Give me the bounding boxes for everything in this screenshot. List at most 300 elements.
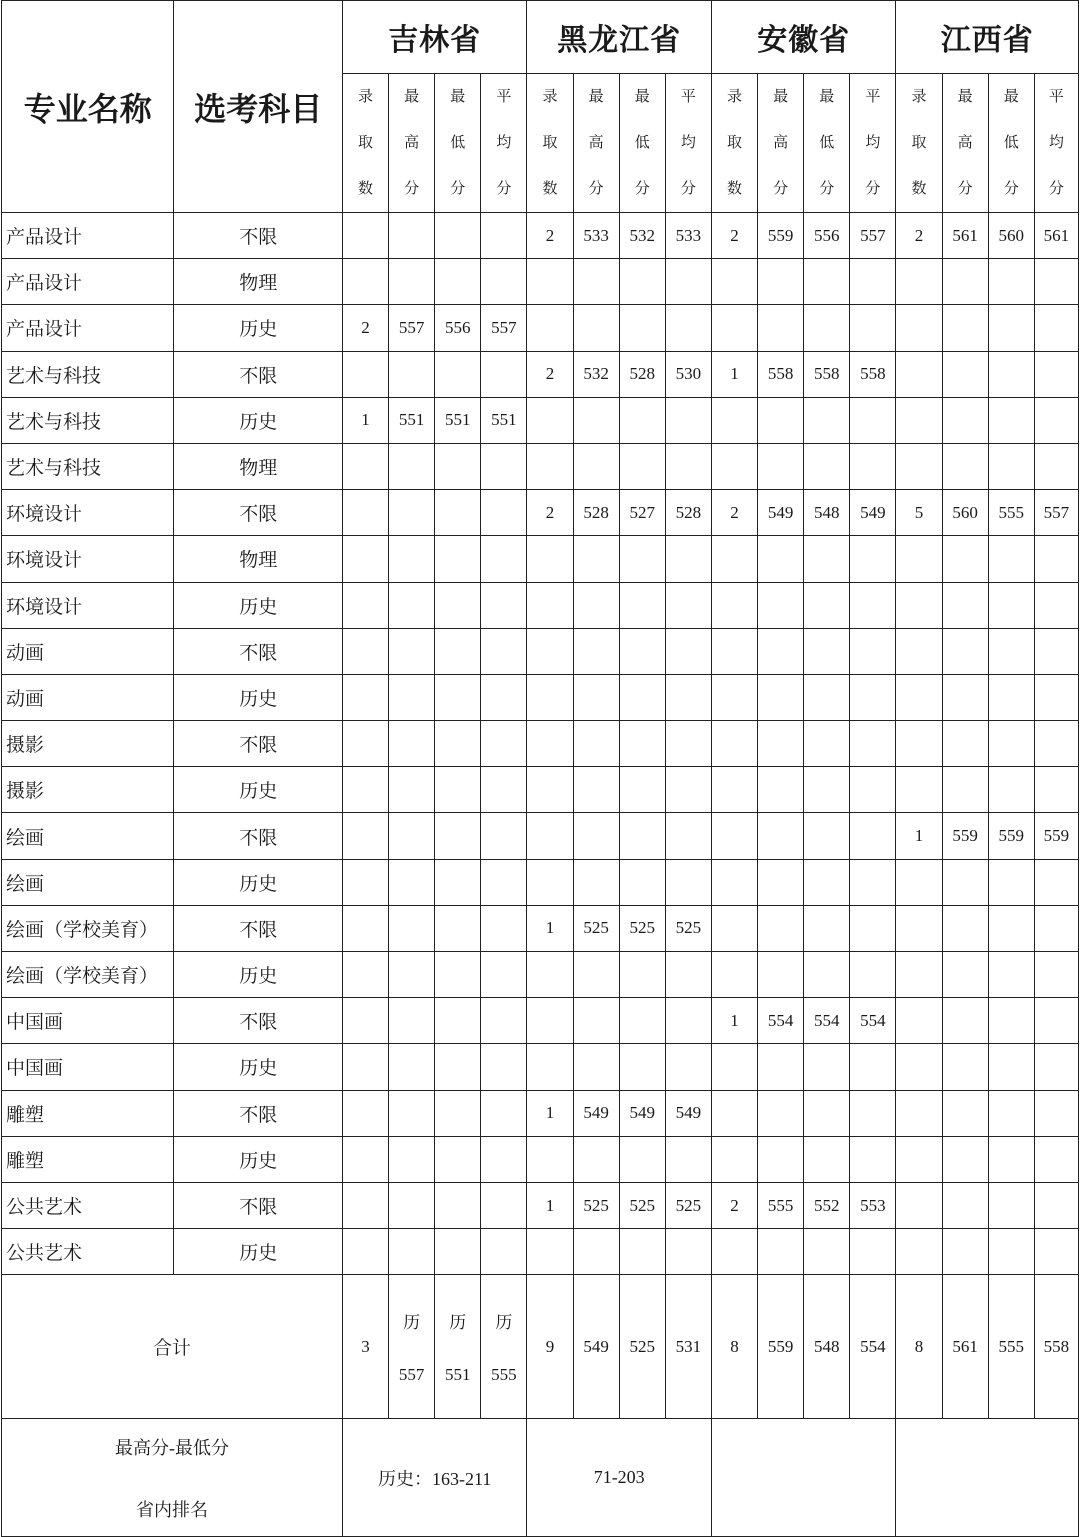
score-cell xyxy=(1034,1136,1078,1182)
score-cell xyxy=(619,859,665,905)
score-cell: 1 xyxy=(711,351,757,397)
score-cell xyxy=(527,628,573,674)
stat-column-header xyxy=(988,74,1034,213)
subject-cell: 历史 xyxy=(174,582,342,628)
stat-header-char: 分 xyxy=(865,181,881,197)
total-jilin-min-prefix: 历 xyxy=(449,1313,467,1333)
score-cell xyxy=(342,674,388,720)
score-cell: 525 xyxy=(665,905,711,951)
major-cell: 艺术与科技 xyxy=(2,443,174,489)
score-cell xyxy=(573,582,619,628)
score-cell xyxy=(711,952,757,998)
table-row xyxy=(2,305,1079,351)
score-cell xyxy=(850,443,896,489)
stat-header-char: 均 xyxy=(496,135,512,151)
score-cell xyxy=(804,721,850,767)
score-cell xyxy=(988,905,1034,951)
table-row xyxy=(2,213,1079,259)
score-cell xyxy=(342,1044,388,1090)
score-cell xyxy=(665,1229,711,1275)
score-cell xyxy=(481,259,527,305)
score-cell xyxy=(896,952,942,998)
score-cell xyxy=(758,905,804,951)
score-cell xyxy=(988,305,1034,351)
score-cell xyxy=(342,1182,388,1228)
score-cell xyxy=(619,397,665,443)
score-cell xyxy=(988,628,1034,674)
score-cell xyxy=(804,905,850,951)
score-cell xyxy=(527,1229,573,1275)
score-cell xyxy=(896,998,942,1044)
score-cell: 2 xyxy=(527,490,573,536)
score-cell xyxy=(850,813,896,859)
stat-header-char: 数 xyxy=(542,181,558,197)
score-cell xyxy=(850,1136,896,1182)
score-cell xyxy=(711,674,757,720)
score-cell xyxy=(435,767,481,813)
score-cell: 549 xyxy=(758,490,804,536)
score-cell xyxy=(481,813,527,859)
score-cell: 525 xyxy=(573,905,619,951)
score-cell xyxy=(896,1229,942,1275)
stat-header-char: 高 xyxy=(404,135,420,151)
score-cell xyxy=(942,1182,988,1228)
score-cell xyxy=(619,952,665,998)
score-cell xyxy=(435,259,481,305)
score-cell xyxy=(1034,443,1078,489)
stat-column-header xyxy=(481,74,527,213)
score-cell xyxy=(758,1044,804,1090)
score-cell xyxy=(758,582,804,628)
score-cell xyxy=(896,721,942,767)
total-cell: 558 xyxy=(1034,1275,1078,1419)
total-cell: 549 xyxy=(573,1275,619,1419)
score-cell: 551 xyxy=(389,397,435,443)
score-cell xyxy=(942,397,988,443)
score-cell: 554 xyxy=(850,998,896,1044)
table-row xyxy=(2,1136,1079,1182)
table-row xyxy=(2,582,1079,628)
score-cell xyxy=(988,721,1034,767)
score-cell xyxy=(758,628,804,674)
score-cell xyxy=(481,998,527,1044)
total-cell: 548 xyxy=(804,1275,850,1419)
score-cell xyxy=(342,351,388,397)
table-row xyxy=(2,813,1079,859)
score-cell xyxy=(896,1182,942,1228)
score-cell xyxy=(619,443,665,489)
score-cell: 2 xyxy=(342,305,388,351)
stat-header-char: 分 xyxy=(404,181,420,197)
stat-column-header xyxy=(942,74,988,213)
total-jilin-avg xyxy=(481,1275,527,1419)
score-cell xyxy=(1034,952,1078,998)
score-cell xyxy=(804,859,850,905)
major-cell: 环境设计 xyxy=(2,490,174,536)
rank-heilongjiang: 71-203 xyxy=(527,1419,712,1537)
subject-cell: 历史 xyxy=(174,767,342,813)
score-cell: 554 xyxy=(804,998,850,1044)
score-cell xyxy=(435,952,481,998)
stat-header-char: 取 xyxy=(726,135,742,151)
subject-cell: 历史 xyxy=(174,1044,342,1090)
score-cell xyxy=(481,490,527,536)
subject-cell: 历史 xyxy=(174,859,342,905)
score-cell xyxy=(619,582,665,628)
major-cell: 产品设计 xyxy=(2,305,174,351)
total-row xyxy=(2,1275,1079,1419)
score-cell xyxy=(942,721,988,767)
score-cell xyxy=(435,351,481,397)
score-cell xyxy=(481,952,527,998)
total-jilin-min-value: 551 xyxy=(445,1365,471,1385)
score-cell xyxy=(942,536,988,582)
score-cell: 5 xyxy=(896,490,942,536)
table-row xyxy=(2,905,1079,951)
stat-header-char: 高 xyxy=(957,135,973,151)
stat-header-char: 低 xyxy=(634,135,650,151)
stat-column-header xyxy=(342,74,388,213)
major-cell: 动画 xyxy=(2,674,174,720)
score-cell xyxy=(942,952,988,998)
total-jilin-max-prefix: 历 xyxy=(403,1313,421,1333)
score-cell xyxy=(988,443,1034,489)
score-cell xyxy=(896,859,942,905)
score-cell xyxy=(342,443,388,489)
rank-label-line2: 省内排名 xyxy=(135,1499,208,1520)
table-row xyxy=(2,859,1079,905)
score-cell xyxy=(758,674,804,720)
score-cell xyxy=(573,443,619,489)
major-cell: 环境设计 xyxy=(2,536,174,582)
score-cell xyxy=(527,998,573,1044)
score-cell xyxy=(389,952,435,998)
score-cell xyxy=(619,305,665,351)
score-cell: 557 xyxy=(850,213,896,259)
score-cell xyxy=(527,813,573,859)
province-header-heilongjiang: 黑龙江省 xyxy=(527,1,712,74)
score-cell xyxy=(573,1229,619,1275)
score-cell xyxy=(435,443,481,489)
score-cell: 561 xyxy=(1034,213,1078,259)
score-cell xyxy=(1034,536,1078,582)
table-row xyxy=(2,1182,1079,1228)
subject-cell: 不限 xyxy=(174,998,342,1044)
score-cell xyxy=(665,721,711,767)
score-cell xyxy=(342,813,388,859)
score-cell xyxy=(1034,998,1078,1044)
score-cell xyxy=(942,859,988,905)
score-cell xyxy=(342,721,388,767)
major-cell: 公共艺术 xyxy=(2,1182,174,1228)
score-cell: 548 xyxy=(804,490,850,536)
score-cell xyxy=(665,813,711,859)
score-cell xyxy=(573,536,619,582)
stat-header-char: 平 xyxy=(496,89,512,105)
score-cell: 2 xyxy=(527,213,573,259)
score-cell xyxy=(573,952,619,998)
score-cell xyxy=(804,536,850,582)
score-cell xyxy=(758,443,804,489)
subject-cell: 历史 xyxy=(174,674,342,720)
score-cell xyxy=(435,1229,481,1275)
score-cell xyxy=(665,259,711,305)
score-cell xyxy=(389,628,435,674)
major-cell: 产品设计 xyxy=(2,259,174,305)
subject-cell: 不限 xyxy=(174,351,342,397)
score-cell xyxy=(988,582,1034,628)
score-cell xyxy=(850,582,896,628)
major-cell: 摄影 xyxy=(2,767,174,813)
score-cell xyxy=(619,259,665,305)
total-jilin-max xyxy=(389,1275,435,1419)
score-cell xyxy=(665,443,711,489)
rank-label-line1: 最高分-最低分 xyxy=(114,1437,229,1458)
score-cell xyxy=(758,1229,804,1275)
score-cell xyxy=(711,905,757,951)
subject-cell: 不限 xyxy=(174,721,342,767)
score-cell xyxy=(665,628,711,674)
subject-cell: 不限 xyxy=(174,1182,342,1228)
score-cell: 558 xyxy=(850,351,896,397)
total-cell: 555 xyxy=(988,1275,1034,1419)
score-cell xyxy=(573,628,619,674)
score-cell: 555 xyxy=(988,490,1034,536)
score-cell: 561 xyxy=(942,213,988,259)
score-cell xyxy=(942,628,988,674)
score-cell xyxy=(342,490,388,536)
score-cell xyxy=(804,582,850,628)
score-cell: 525 xyxy=(665,1182,711,1228)
score-cell xyxy=(435,213,481,259)
score-cell xyxy=(804,1090,850,1136)
score-cell xyxy=(527,536,573,582)
major-cell: 公共艺术 xyxy=(2,1229,174,1275)
score-cell xyxy=(988,351,1034,397)
major-cell: 雕塑 xyxy=(2,1090,174,1136)
stat-header-char: 最 xyxy=(634,89,650,105)
score-cell xyxy=(1034,582,1078,628)
stat-header-char: 分 xyxy=(680,181,696,197)
score-cell xyxy=(342,952,388,998)
score-cell xyxy=(896,582,942,628)
score-cell xyxy=(481,628,527,674)
stat-header-char: 低 xyxy=(450,135,466,151)
score-cell xyxy=(804,1136,850,1182)
score-cell xyxy=(988,1044,1034,1090)
total-jilin-avg-value: 555 xyxy=(491,1365,517,1385)
score-cell xyxy=(758,721,804,767)
score-cell xyxy=(850,767,896,813)
score-cell xyxy=(758,305,804,351)
score-cell xyxy=(758,767,804,813)
stat-header-char: 最 xyxy=(773,89,789,105)
total-label: 合计 xyxy=(2,1275,343,1419)
score-cell xyxy=(389,443,435,489)
table-row xyxy=(2,490,1079,536)
score-cell xyxy=(389,1044,435,1090)
table-row xyxy=(2,767,1079,813)
table-row xyxy=(2,259,1079,305)
stat-column-header xyxy=(804,74,850,213)
score-cell xyxy=(988,1136,1034,1182)
score-cell xyxy=(435,1044,481,1090)
score-cell xyxy=(1034,674,1078,720)
score-cell xyxy=(896,536,942,582)
score-cell xyxy=(711,397,757,443)
score-cell xyxy=(850,536,896,582)
stat-header-char: 低 xyxy=(1003,135,1019,151)
score-cell xyxy=(711,305,757,351)
score-cell xyxy=(665,1044,711,1090)
score-cell: 551 xyxy=(435,397,481,443)
score-cell xyxy=(481,351,527,397)
stat-header-char: 最 xyxy=(450,89,466,105)
stat-header-char: 数 xyxy=(357,181,373,197)
score-cell xyxy=(389,767,435,813)
score-cell xyxy=(389,674,435,720)
score-cell xyxy=(896,1090,942,1136)
rank-row xyxy=(2,1419,1079,1537)
score-cell xyxy=(896,443,942,489)
score-cell xyxy=(619,721,665,767)
score-cell xyxy=(1034,351,1078,397)
score-cell xyxy=(1034,721,1078,767)
score-cell xyxy=(850,674,896,720)
stat-header-char: 分 xyxy=(773,181,789,197)
major-cell: 绘画 xyxy=(2,813,174,859)
total-cell: 554 xyxy=(850,1275,896,1419)
score-cell xyxy=(389,582,435,628)
score-cell xyxy=(665,859,711,905)
table-row xyxy=(2,1090,1079,1136)
score-cell xyxy=(665,582,711,628)
score-cell xyxy=(665,1136,711,1182)
subject-cell: 不限 xyxy=(174,213,342,259)
score-cell xyxy=(896,259,942,305)
stat-header-char: 分 xyxy=(1048,181,1064,197)
stat-header-char: 取 xyxy=(542,135,558,151)
score-cell xyxy=(850,905,896,951)
stat-column-header xyxy=(435,74,481,213)
score-cell xyxy=(804,305,850,351)
score-cell xyxy=(896,905,942,951)
score-cell xyxy=(527,397,573,443)
score-cell xyxy=(435,813,481,859)
score-cell xyxy=(389,536,435,582)
score-cell xyxy=(896,305,942,351)
score-cell xyxy=(758,1090,804,1136)
stat-header-char: 最 xyxy=(957,89,973,105)
score-cell xyxy=(389,1182,435,1228)
total-cell: 525 xyxy=(619,1275,665,1419)
stat-header-char: 平 xyxy=(680,89,696,105)
stat-header-char: 录 xyxy=(542,89,558,105)
score-cell xyxy=(758,813,804,859)
score-cell xyxy=(481,859,527,905)
rank-label xyxy=(2,1419,343,1537)
score-cell xyxy=(665,397,711,443)
score-cell xyxy=(527,259,573,305)
score-cell xyxy=(711,1229,757,1275)
stat-column-header xyxy=(1034,74,1078,213)
score-cell xyxy=(942,443,988,489)
stat-column-header xyxy=(619,74,665,213)
stat-header-char: 录 xyxy=(911,89,927,105)
score-cell xyxy=(988,767,1034,813)
stat-header-char: 分 xyxy=(588,181,604,197)
score-cell xyxy=(342,1229,388,1275)
score-cell xyxy=(988,1090,1034,1136)
score-cell xyxy=(850,1044,896,1090)
score-cell xyxy=(711,767,757,813)
score-cell xyxy=(942,305,988,351)
score-cell xyxy=(527,721,573,767)
score-cell xyxy=(711,1090,757,1136)
score-cell xyxy=(342,582,388,628)
province-header-jiangxi: 江西省 xyxy=(896,1,1079,74)
score-cell xyxy=(435,859,481,905)
stat-column-header xyxy=(758,74,804,213)
subject-cell: 物理 xyxy=(174,536,342,582)
score-cell xyxy=(619,813,665,859)
subject-cell: 物理 xyxy=(174,259,342,305)
stat-column-header xyxy=(896,74,942,213)
total-cell: 531 xyxy=(665,1275,711,1419)
total-cell: 8 xyxy=(711,1275,757,1419)
score-cell xyxy=(435,582,481,628)
score-cell xyxy=(942,905,988,951)
score-cell xyxy=(619,1136,665,1182)
province-header-jilin: 吉林省 xyxy=(342,1,527,74)
score-cell xyxy=(435,628,481,674)
major-cell: 绘画（学校美育） xyxy=(2,905,174,951)
table-row xyxy=(2,1044,1079,1090)
score-cell xyxy=(527,952,573,998)
score-cell: 556 xyxy=(435,305,481,351)
table-row xyxy=(2,998,1079,1044)
score-cell: 549 xyxy=(665,1090,711,1136)
score-cell xyxy=(619,1229,665,1275)
province-header-row xyxy=(2,1,1079,74)
score-cell xyxy=(711,721,757,767)
score-cell: 560 xyxy=(942,490,988,536)
score-cell xyxy=(1034,628,1078,674)
subject-cell: 物理 xyxy=(174,443,342,489)
score-cell: 525 xyxy=(619,905,665,951)
score-cell: 1 xyxy=(342,397,388,443)
stat-header-char: 分 xyxy=(957,181,973,197)
score-cell xyxy=(711,1136,757,1182)
score-cell: 532 xyxy=(573,351,619,397)
score-cell xyxy=(942,767,988,813)
score-cell xyxy=(342,859,388,905)
major-column-header: 专业名称 xyxy=(2,1,174,213)
score-cell xyxy=(1034,259,1078,305)
score-cell: 549 xyxy=(573,1090,619,1136)
score-cell: 557 xyxy=(1034,490,1078,536)
score-cell xyxy=(665,674,711,720)
table-row xyxy=(2,351,1079,397)
total-cell: 8 xyxy=(896,1275,942,1419)
score-cell xyxy=(573,998,619,1044)
score-cell xyxy=(804,813,850,859)
score-cell xyxy=(896,1044,942,1090)
score-cell xyxy=(389,213,435,259)
table-row xyxy=(2,721,1079,767)
score-cell xyxy=(1034,1229,1078,1275)
score-cell xyxy=(988,259,1034,305)
